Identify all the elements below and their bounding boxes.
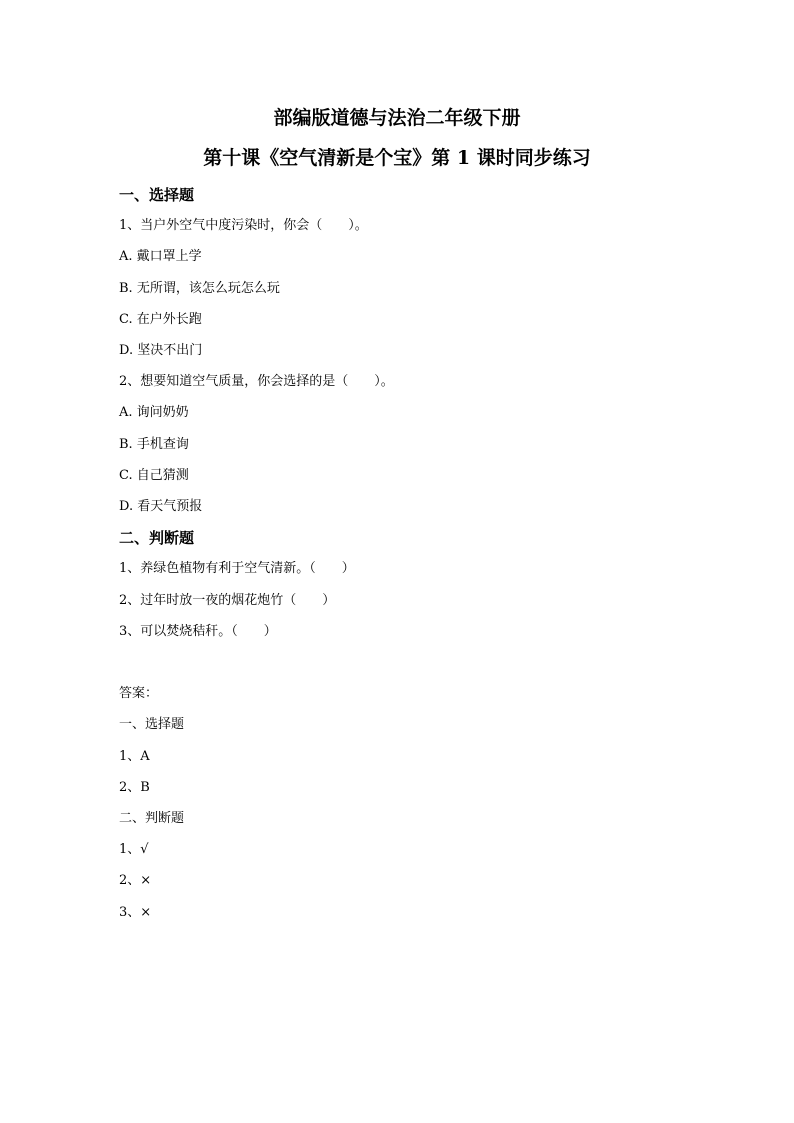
answer-judge-1: 1、√ <box>119 842 149 857</box>
document-title: 部编版道德与法治二年级下册 <box>273 107 521 129</box>
answers-section-2-heading: 二、判断题 <box>119 811 185 826</box>
question-2-option-b: B. 手机查询 <box>119 437 189 452</box>
question-1-option-d: D. 坚决不出门 <box>119 343 203 358</box>
question-2-option-a: A. 询问奶奶 <box>119 405 189 420</box>
answer-choice-1: 1、A <box>119 749 150 764</box>
answers-section-1-heading: 一、选择题 <box>119 717 185 732</box>
question-2-stem: 2、想要知道空气质量，你会选择的是（ ）。 <box>119 374 394 389</box>
question-1-option-a: A. 戴口罩上学 <box>119 249 202 264</box>
section-heading-choice: 一、选择题 <box>119 186 195 204</box>
answer-judge-3: 3、× <box>119 905 152 920</box>
question-1-option-b: B. 无所谓，该怎么玩怎么玩 <box>119 281 280 296</box>
question-1-stem: 1、当户外空气中度污染时，你会（ ）。 <box>119 218 368 233</box>
question-2-option-d: D. 看天气预报 <box>119 499 203 514</box>
judge-item-3: 3、可以焚烧秸秆。（ ） <box>119 624 277 639</box>
question-1-option-c: C. 在户外长跑 <box>119 312 202 327</box>
answers-label: 答案： <box>119 686 159 701</box>
judge-item-2: 2、过年时放一夜的烟花炮竹（ ） <box>119 593 336 608</box>
question-2-option-c: C. 自己猜测 <box>119 468 189 483</box>
judge-item-1: 1、养绿色植物有利于空气清新。（ ） <box>119 561 355 576</box>
answer-judge-2: 2、× <box>119 873 152 888</box>
document-subtitle: 第十课《空气清新是个宝》第 1 课时同步练习 <box>203 147 591 169</box>
section-heading-judge: 二、判断题 <box>119 529 195 547</box>
answer-choice-2: 2、B <box>119 780 150 795</box>
